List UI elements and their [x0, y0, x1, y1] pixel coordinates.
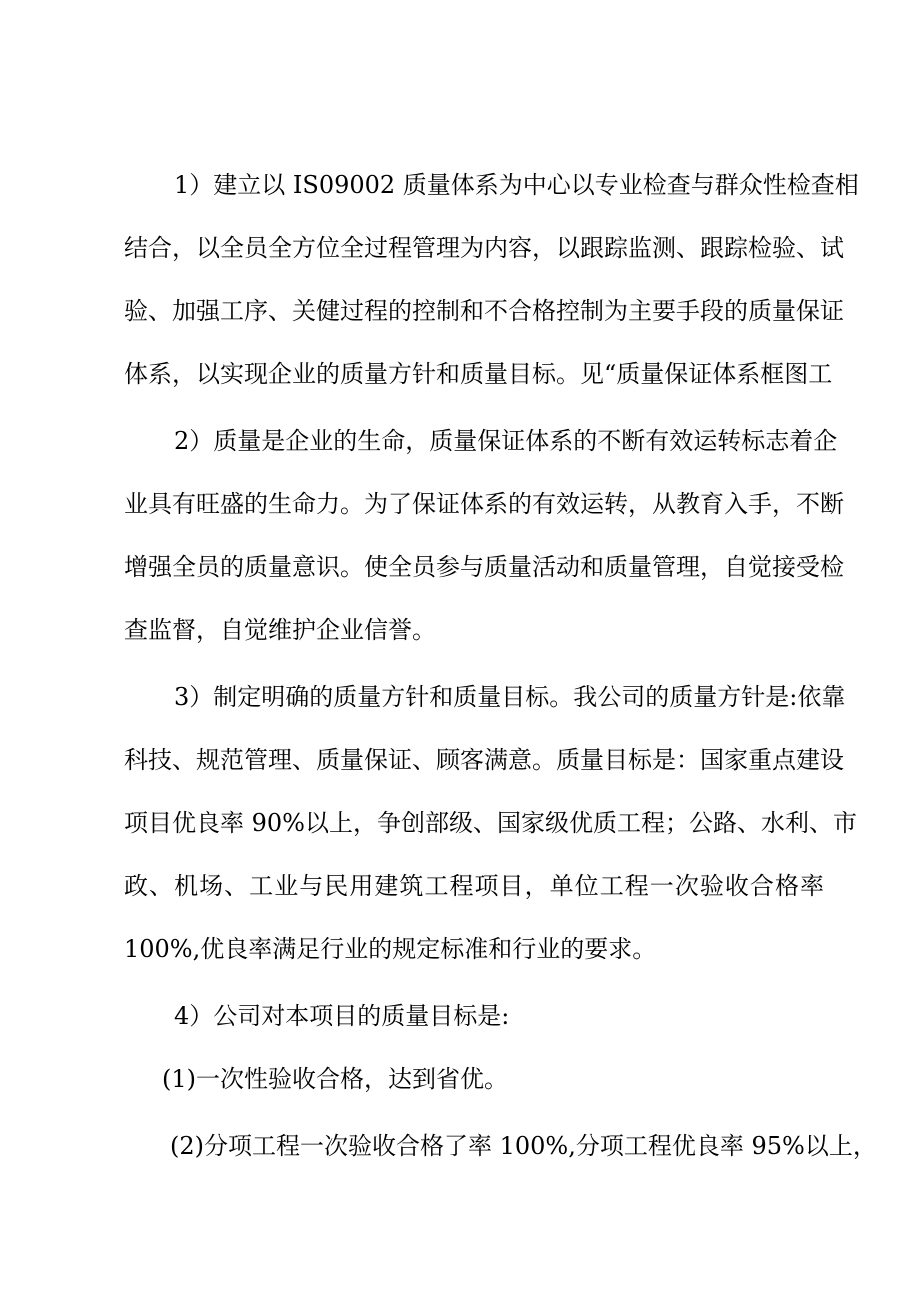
paragraph-line: 4）公司对本项目的质量目标是: [174, 1002, 510, 1030]
paragraph-line: 查监督，自觉维护企业信誉。 [124, 616, 436, 644]
paragraph-line: 增强全员的质量意识。使全员参与质量活动和质量管理，自觉接受检 [124, 553, 844, 581]
paragraph-line: 100%,优良率满足行业的规定标准和行业的要求。 [124, 935, 657, 963]
paragraph-line: 验、加强工序、关健过程的控制和不合格控制为主要手段的质量保证 [124, 297, 844, 325]
list-item: (2)分项工程一次验收合格了率 100%,分项工程优良率 95%以上， [170, 1132, 877, 1160]
paragraph-line: 1）建立以 IS09002 质量体系为中心以专业检查与群众性检查相 [174, 171, 859, 199]
paragraph-line: 政、机场、工业与民用建筑工程项目，单位工程一次验收合格率 [124, 872, 824, 900]
paragraph-line: 项目优良率 90%以上，争创部级、国家级优质工程；公路、水利、市 [124, 809, 857, 837]
paragraph-line: 体系，以实现企业的质量方针和质量目标。见“质量保证体系框图工 [124, 360, 833, 388]
paragraph-line: 业具有旺盛的生命力。为了保证体系的有效运转，从教育入手，不断 [124, 490, 844, 518]
paragraph-line: 3）制定明确的质量方针和质量目标。我公司的质量方针是:依靠 [174, 683, 846, 711]
paragraph-line: 科技、规范管理、质量保证、顾客满意。质量目标是：国家重点建设 [124, 746, 844, 774]
paragraph-line: 结合，以全员全方位全过程管理为内容，以跟踪监测、跟踪检验、试 [124, 234, 844, 262]
paragraph-line: 2）质量是企业的生命，质量保证体系的不断有效运转标志着企 [174, 427, 838, 455]
list-item: (1)一次性验收合格，达到省优。 [162, 1065, 508, 1093]
